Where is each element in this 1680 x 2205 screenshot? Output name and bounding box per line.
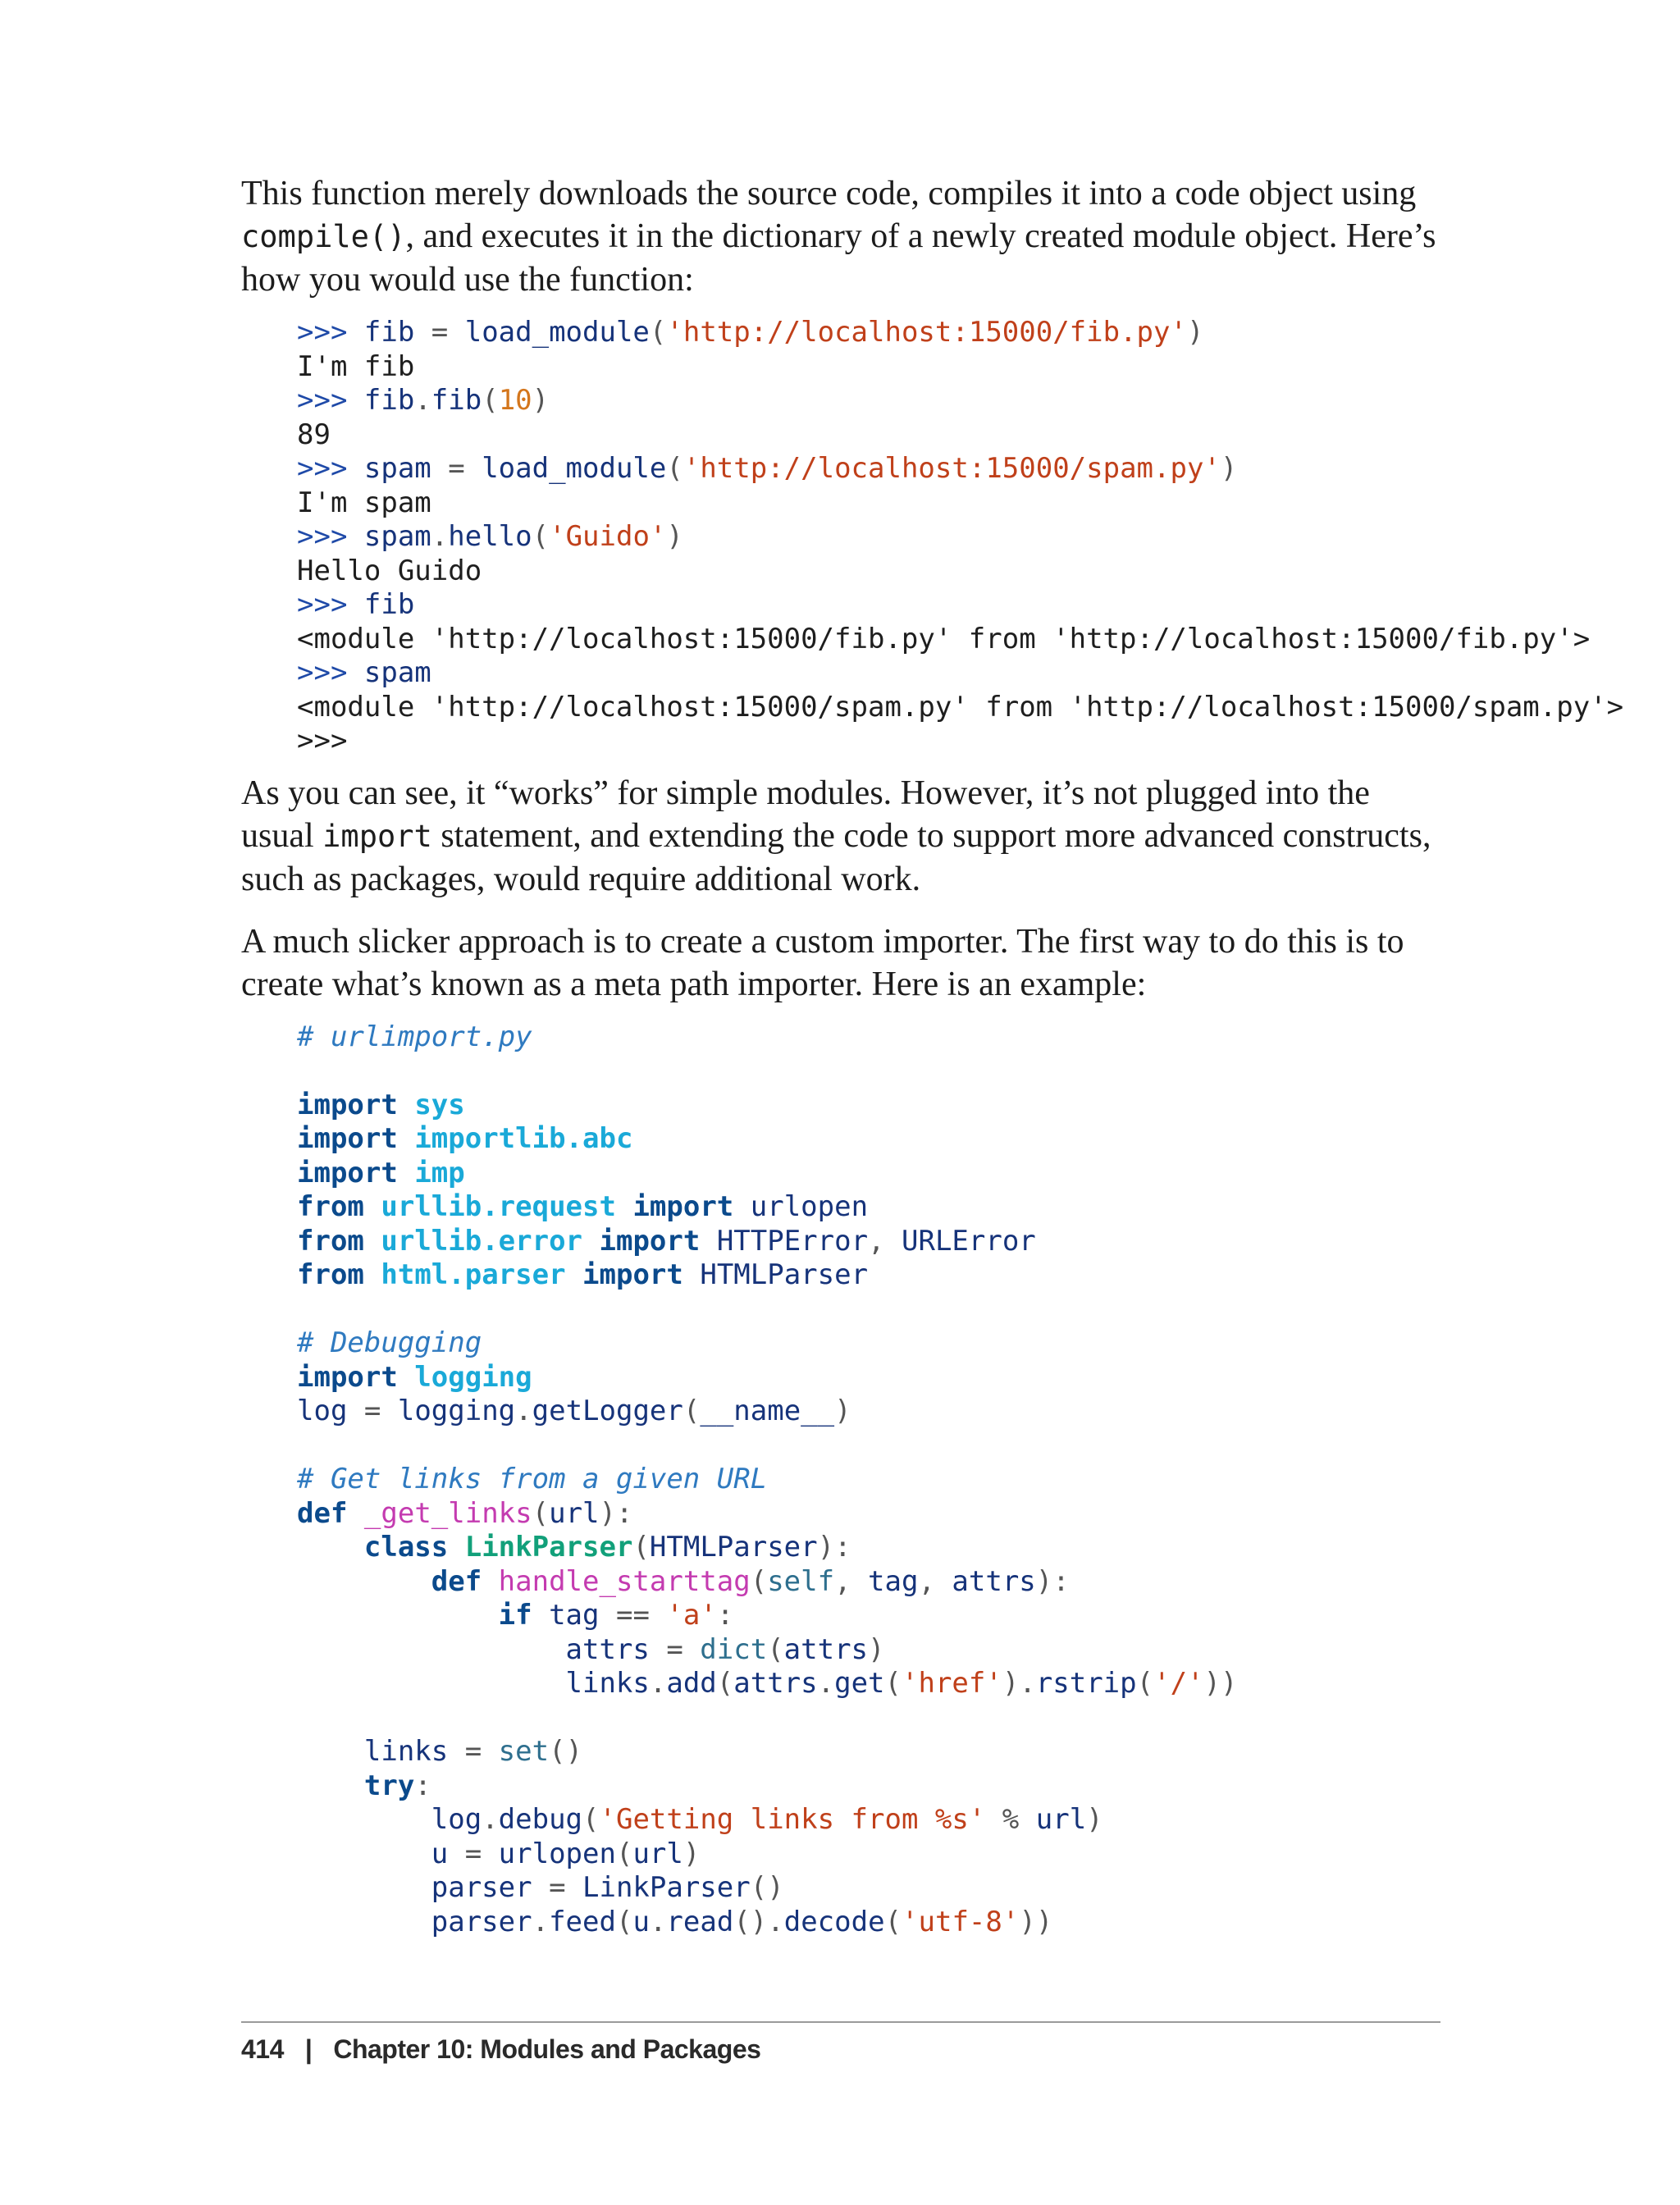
code-token: from	[297, 1224, 364, 1258]
code-line	[297, 418, 1440, 453]
code-token	[297, 1769, 364, 1802]
code-token: >>>	[297, 520, 364, 553]
code-token: LinkParser	[582, 1871, 751, 1904]
code-token	[297, 1906, 431, 1938]
code-line	[297, 520, 1440, 555]
code-token: url	[1035, 1803, 1087, 1836]
code-line	[297, 486, 1440, 521]
code-token: urllib.request	[381, 1190, 616, 1223]
code-token: fib	[363, 588, 415, 621]
code-token: =	[414, 316, 465, 349]
code-token: =	[532, 1871, 583, 1904]
code-token: attrs	[783, 1632, 869, 1666]
code-token	[297, 1633, 566, 1666]
code-token: tag	[868, 1564, 919, 1598]
code-line	[297, 1225, 1440, 1259]
code-token: (	[632, 1531, 650, 1564]
code-token: )	[682, 1837, 701, 1870]
code-token: attrs	[733, 1667, 818, 1700]
code-token: .	[649, 1667, 667, 1700]
code-token	[398, 1157, 414, 1189]
code-token: )	[868, 1632, 885, 1666]
code-token: self	[767, 1564, 835, 1598]
code-token: '/'	[1153, 1667, 1204, 1700]
interactive-session-code	[297, 316, 1624, 759]
code-token: import	[632, 1190, 734, 1223]
code-token: class	[363, 1531, 449, 1564]
paragraph-text: , and executes it in the dictionary of a newly created module object. Here’s how you would use the function:	[241, 217, 1436, 299]
code-token: try	[363, 1769, 415, 1802]
code-token: 'Getting links from %s'	[599, 1803, 986, 1836]
code-token: dict	[700, 1632, 768, 1666]
code-token: set	[498, 1735, 550, 1768]
code-token	[482, 1565, 498, 1598]
code-token	[733, 1190, 750, 1223]
code-token: feed	[549, 1905, 616, 1938]
code-token: .	[515, 1395, 532, 1427]
code-token: import	[297, 1156, 398, 1189]
code-token: sys	[414, 1088, 465, 1121]
code-token: ,	[868, 1224, 902, 1258]
code-token: u	[431, 1837, 449, 1870]
code-token: .	[817, 1667, 835, 1700]
code-token: .	[431, 520, 449, 553]
code-token	[364, 1225, 381, 1258]
code-token: imp	[414, 1156, 465, 1189]
code-line	[297, 1701, 1440, 1736]
code-token: HTMLParser	[649, 1531, 818, 1564]
code-token: .	[649, 1905, 667, 1938]
code-token	[566, 1258, 582, 1291]
code-token: .	[414, 384, 431, 417]
code-token: log	[297, 1395, 348, 1427]
code-token: )	[834, 1395, 851, 1427]
code-line	[297, 1463, 1440, 1497]
code-token: logging	[397, 1395, 516, 1427]
code-token	[532, 1599, 549, 1632]
code-token	[297, 1531, 364, 1564]
code-token: 'http://localhost:15000/spam.py'	[682, 452, 1221, 485]
code-token: >>>	[297, 656, 364, 689]
code-token: import	[297, 1360, 398, 1394]
code-token: import	[582, 1258, 683, 1291]
code-line	[297, 690, 1624, 725]
code-token	[347, 1497, 363, 1530]
code-token: (	[649, 316, 667, 349]
code-token: ().	[733, 1905, 784, 1938]
paragraph-text: statement, and extending the code to support more advanced constructs, such as packages, would require additional work.	[241, 816, 1431, 898]
code-token: fib	[363, 384, 415, 417]
code-line	[297, 1838, 1440, 1872]
code-line	[297, 588, 1440, 623]
code-token	[582, 1225, 599, 1258]
code-token: HTTPError	[716, 1224, 869, 1258]
code-token: 'href'	[902, 1667, 1002, 1700]
code-token: I'm spam	[297, 486, 431, 519]
code-token: Hello Guido	[297, 554, 482, 587]
code-token: tag	[549, 1599, 600, 1632]
paragraph-text: This function merely downloads the source code, compiles it into a code object using	[241, 175, 1417, 212]
code-line	[297, 1122, 1440, 1157]
code-token: (	[532, 520, 550, 553]
paragraph-meta-path	[241, 920, 1440, 1006]
code-token: ))	[1019, 1905, 1053, 1938]
code-token: add	[666, 1667, 717, 1700]
code-token	[364, 1190, 381, 1223]
code-line	[297, 1531, 1440, 1565]
code-token: urlopen	[498, 1837, 616, 1870]
code-token: >>>	[297, 384, 364, 417]
code-token: fib	[363, 316, 415, 349]
code-token: # urlimport.py	[297, 1020, 532, 1053]
code-token: debug	[498, 1803, 583, 1836]
code-token: (	[615, 1905, 633, 1938]
code-token: (	[1136, 1667, 1154, 1700]
code-token: import	[297, 1122, 398, 1155]
code-token: URLError	[902, 1224, 1036, 1258]
code-token: import	[297, 1088, 398, 1121]
code-token: ()	[549, 1735, 583, 1768]
code-line	[297, 555, 1440, 589]
code-token	[297, 1838, 431, 1870]
code-token: load_module	[482, 452, 667, 485]
code-line	[297, 1633, 1440, 1668]
code-token: import	[599, 1224, 701, 1258]
paragraph-text: A much slicker approach is to create a custom importer. The first way to do this is to create what’s known as a meta path importer. Here is an example:	[241, 922, 1404, 1003]
code-token: )	[666, 520, 683, 553]
code-token: links	[363, 1735, 449, 1768]
code-token: u	[632, 1905, 650, 1938]
code-token: >>>	[297, 724, 348, 757]
code-token: <module 'http://localhost:15000/spam.py' from 'http://localhost:15000/spam.py'>	[297, 690, 1624, 724]
code-token: __name__	[700, 1395, 835, 1427]
code-token: :	[716, 1599, 734, 1632]
code-token: decode	[783, 1905, 885, 1938]
code-token: (	[615, 1837, 633, 1870]
code-token: html.parser	[381, 1258, 566, 1291]
code-token: log	[431, 1803, 482, 1836]
code-token: # Debugging	[297, 1326, 482, 1359]
code-token	[683, 1258, 700, 1291]
code-token: (	[532, 1496, 550, 1530]
code-line	[297, 1157, 1440, 1191]
code-token: links	[565, 1667, 650, 1700]
code-token: 'a'	[666, 1599, 717, 1632]
code-token: read	[666, 1905, 734, 1938]
code-token: spam	[363, 656, 431, 689]
code-line	[297, 1735, 1440, 1769]
code-token: (	[884, 1667, 902, 1700]
code-token: LinkParser	[464, 1531, 633, 1564]
code-token: (	[716, 1667, 734, 1700]
code-token	[616, 1190, 632, 1223]
code-token	[398, 1122, 414, 1155]
code-token: handle_starttag	[498, 1564, 751, 1598]
code-line	[297, 1020, 1440, 1055]
code-token	[448, 1531, 464, 1564]
code-token: ):	[599, 1496, 633, 1530]
code-line	[297, 1258, 1440, 1293]
code-token: =	[649, 1632, 701, 1666]
code-line	[297, 1395, 1440, 1429]
code-token: (	[682, 1395, 701, 1427]
code-token: ).	[1002, 1667, 1036, 1700]
code-line	[297, 452, 1440, 486]
code-token: (	[767, 1632, 784, 1666]
code-token: if	[498, 1599, 532, 1632]
code-line	[297, 350, 1440, 385]
code-token: fib	[431, 384, 482, 417]
code-token: >>>	[297, 452, 364, 485]
code-token: def	[431, 1564, 482, 1598]
inline-code: import	[322, 818, 432, 854]
code-token	[398, 1361, 414, 1394]
code-token: (	[750, 1564, 768, 1598]
code-token: =	[347, 1395, 398, 1427]
code-line	[297, 316, 1440, 350]
code-token: ):	[1035, 1564, 1070, 1598]
code-token: =	[448, 1735, 499, 1768]
code-token: (	[482, 384, 499, 417]
footer-separator: |	[304, 2034, 313, 2064]
code-token: I'm fib	[297, 349, 415, 383]
code-line	[297, 1871, 1440, 1906]
code-line	[297, 384, 1440, 418]
code-token: attrs	[565, 1632, 650, 1666]
paragraph-works	[241, 772, 1440, 901]
code-token: importlib.abc	[414, 1122, 633, 1155]
code-token	[398, 1089, 414, 1121]
code-token: )	[532, 384, 550, 417]
code-token: parser	[431, 1871, 532, 1904]
code-token: getLogger	[532, 1395, 683, 1427]
code-token: )	[1086, 1803, 1103, 1836]
code-token: :	[414, 1769, 431, 1802]
code-token: attrs	[952, 1564, 1036, 1598]
code-token: from	[297, 1258, 364, 1291]
code-line	[297, 1089, 1440, 1123]
code-line	[297, 1293, 1440, 1327]
code-line	[297, 1054, 1440, 1089]
code-token	[297, 1599, 499, 1632]
code-line	[297, 1667, 1440, 1701]
code-token: parser	[431, 1905, 532, 1938]
code-token: spam	[363, 452, 431, 485]
code-token: _get_links	[363, 1496, 532, 1530]
code-token: # Get links from a given URL	[297, 1463, 768, 1495]
code-token: 10	[498, 384, 532, 417]
code-token: get	[834, 1667, 885, 1700]
code-token	[700, 1225, 716, 1258]
code-token: %	[985, 1803, 1036, 1836]
code-token: .	[482, 1803, 499, 1836]
code-token: ==	[599, 1599, 667, 1632]
code-token: =	[431, 452, 482, 485]
urlimport-code	[297, 1020, 1440, 1940]
code-token	[364, 1258, 381, 1291]
code-token: (	[884, 1905, 902, 1938]
code-line	[297, 656, 1440, 691]
code-token	[297, 1565, 431, 1598]
code-token: spam	[363, 520, 431, 553]
code-token: from	[297, 1190, 364, 1223]
code-token: rstrip	[1035, 1667, 1137, 1700]
code-token: ,	[834, 1564, 869, 1598]
code-token: urlopen	[750, 1190, 869, 1223]
page-content	[241, 172, 1624, 1939]
chapter-title: Chapter 10: Modules and Packages	[333, 2034, 761, 2064]
page-number: 414	[241, 2034, 284, 2064]
paragraph-text: As you can see, it “works” for simple modules. However, it’s not plugged into the usual	[241, 774, 1370, 855]
code-line	[297, 1190, 1440, 1225]
code-token: 'utf-8'	[902, 1905, 1020, 1938]
code-token	[297, 1735, 364, 1768]
page-footer	[241, 2034, 760, 2065]
code-token: <module 'http://localhost:15000/fib.py' from 'http://localhost:15000/fib.py'>	[297, 622, 1591, 655]
code-token	[297, 1667, 566, 1700]
code-token: urllib.error	[381, 1224, 583, 1258]
code-token: >>>	[297, 316, 364, 349]
code-line	[297, 1326, 1440, 1361]
code-token: HTMLParser	[700, 1258, 869, 1291]
code-line	[297, 1803, 1440, 1838]
code-line	[297, 622, 1591, 657]
code-line	[297, 1769, 1440, 1804]
code-token: >>>	[297, 588, 364, 621]
code-token: hello	[448, 520, 532, 553]
footer-divider	[241, 2021, 1440, 2023]
paragraph-intro	[241, 172, 1440, 301]
code-line	[297, 1497, 1440, 1532]
code-line	[297, 1565, 1440, 1600]
code-line	[297, 1361, 1440, 1395]
code-token: (	[666, 452, 683, 485]
code-token: ()	[750, 1871, 784, 1904]
code-token: logging	[414, 1360, 532, 1394]
code-token: 'http://localhost:15000/fib.py'	[666, 316, 1187, 349]
code-token: ))	[1203, 1667, 1238, 1700]
code-token: (	[582, 1803, 600, 1836]
code-line	[297, 724, 1440, 759]
code-line	[297, 1429, 1440, 1463]
code-token: url	[632, 1837, 683, 1870]
code-token	[297, 1803, 431, 1836]
code-token: load_module	[464, 316, 650, 349]
code-token: url	[549, 1496, 600, 1530]
code-token: .	[532, 1905, 550, 1938]
code-token: ):	[817, 1531, 851, 1564]
code-token: =	[448, 1837, 499, 1870]
code-token: )	[1186, 316, 1204, 349]
code-token: ,	[918, 1564, 952, 1598]
code-line	[297, 1599, 1440, 1633]
code-token: )	[1220, 452, 1238, 485]
code-line	[297, 1906, 1440, 1940]
code-token	[297, 1871, 431, 1904]
inline-code: compile()	[241, 219, 406, 254]
code-token: 89	[297, 418, 331, 451]
code-token: def	[297, 1496, 348, 1530]
code-token: 'Guido'	[549, 520, 667, 553]
